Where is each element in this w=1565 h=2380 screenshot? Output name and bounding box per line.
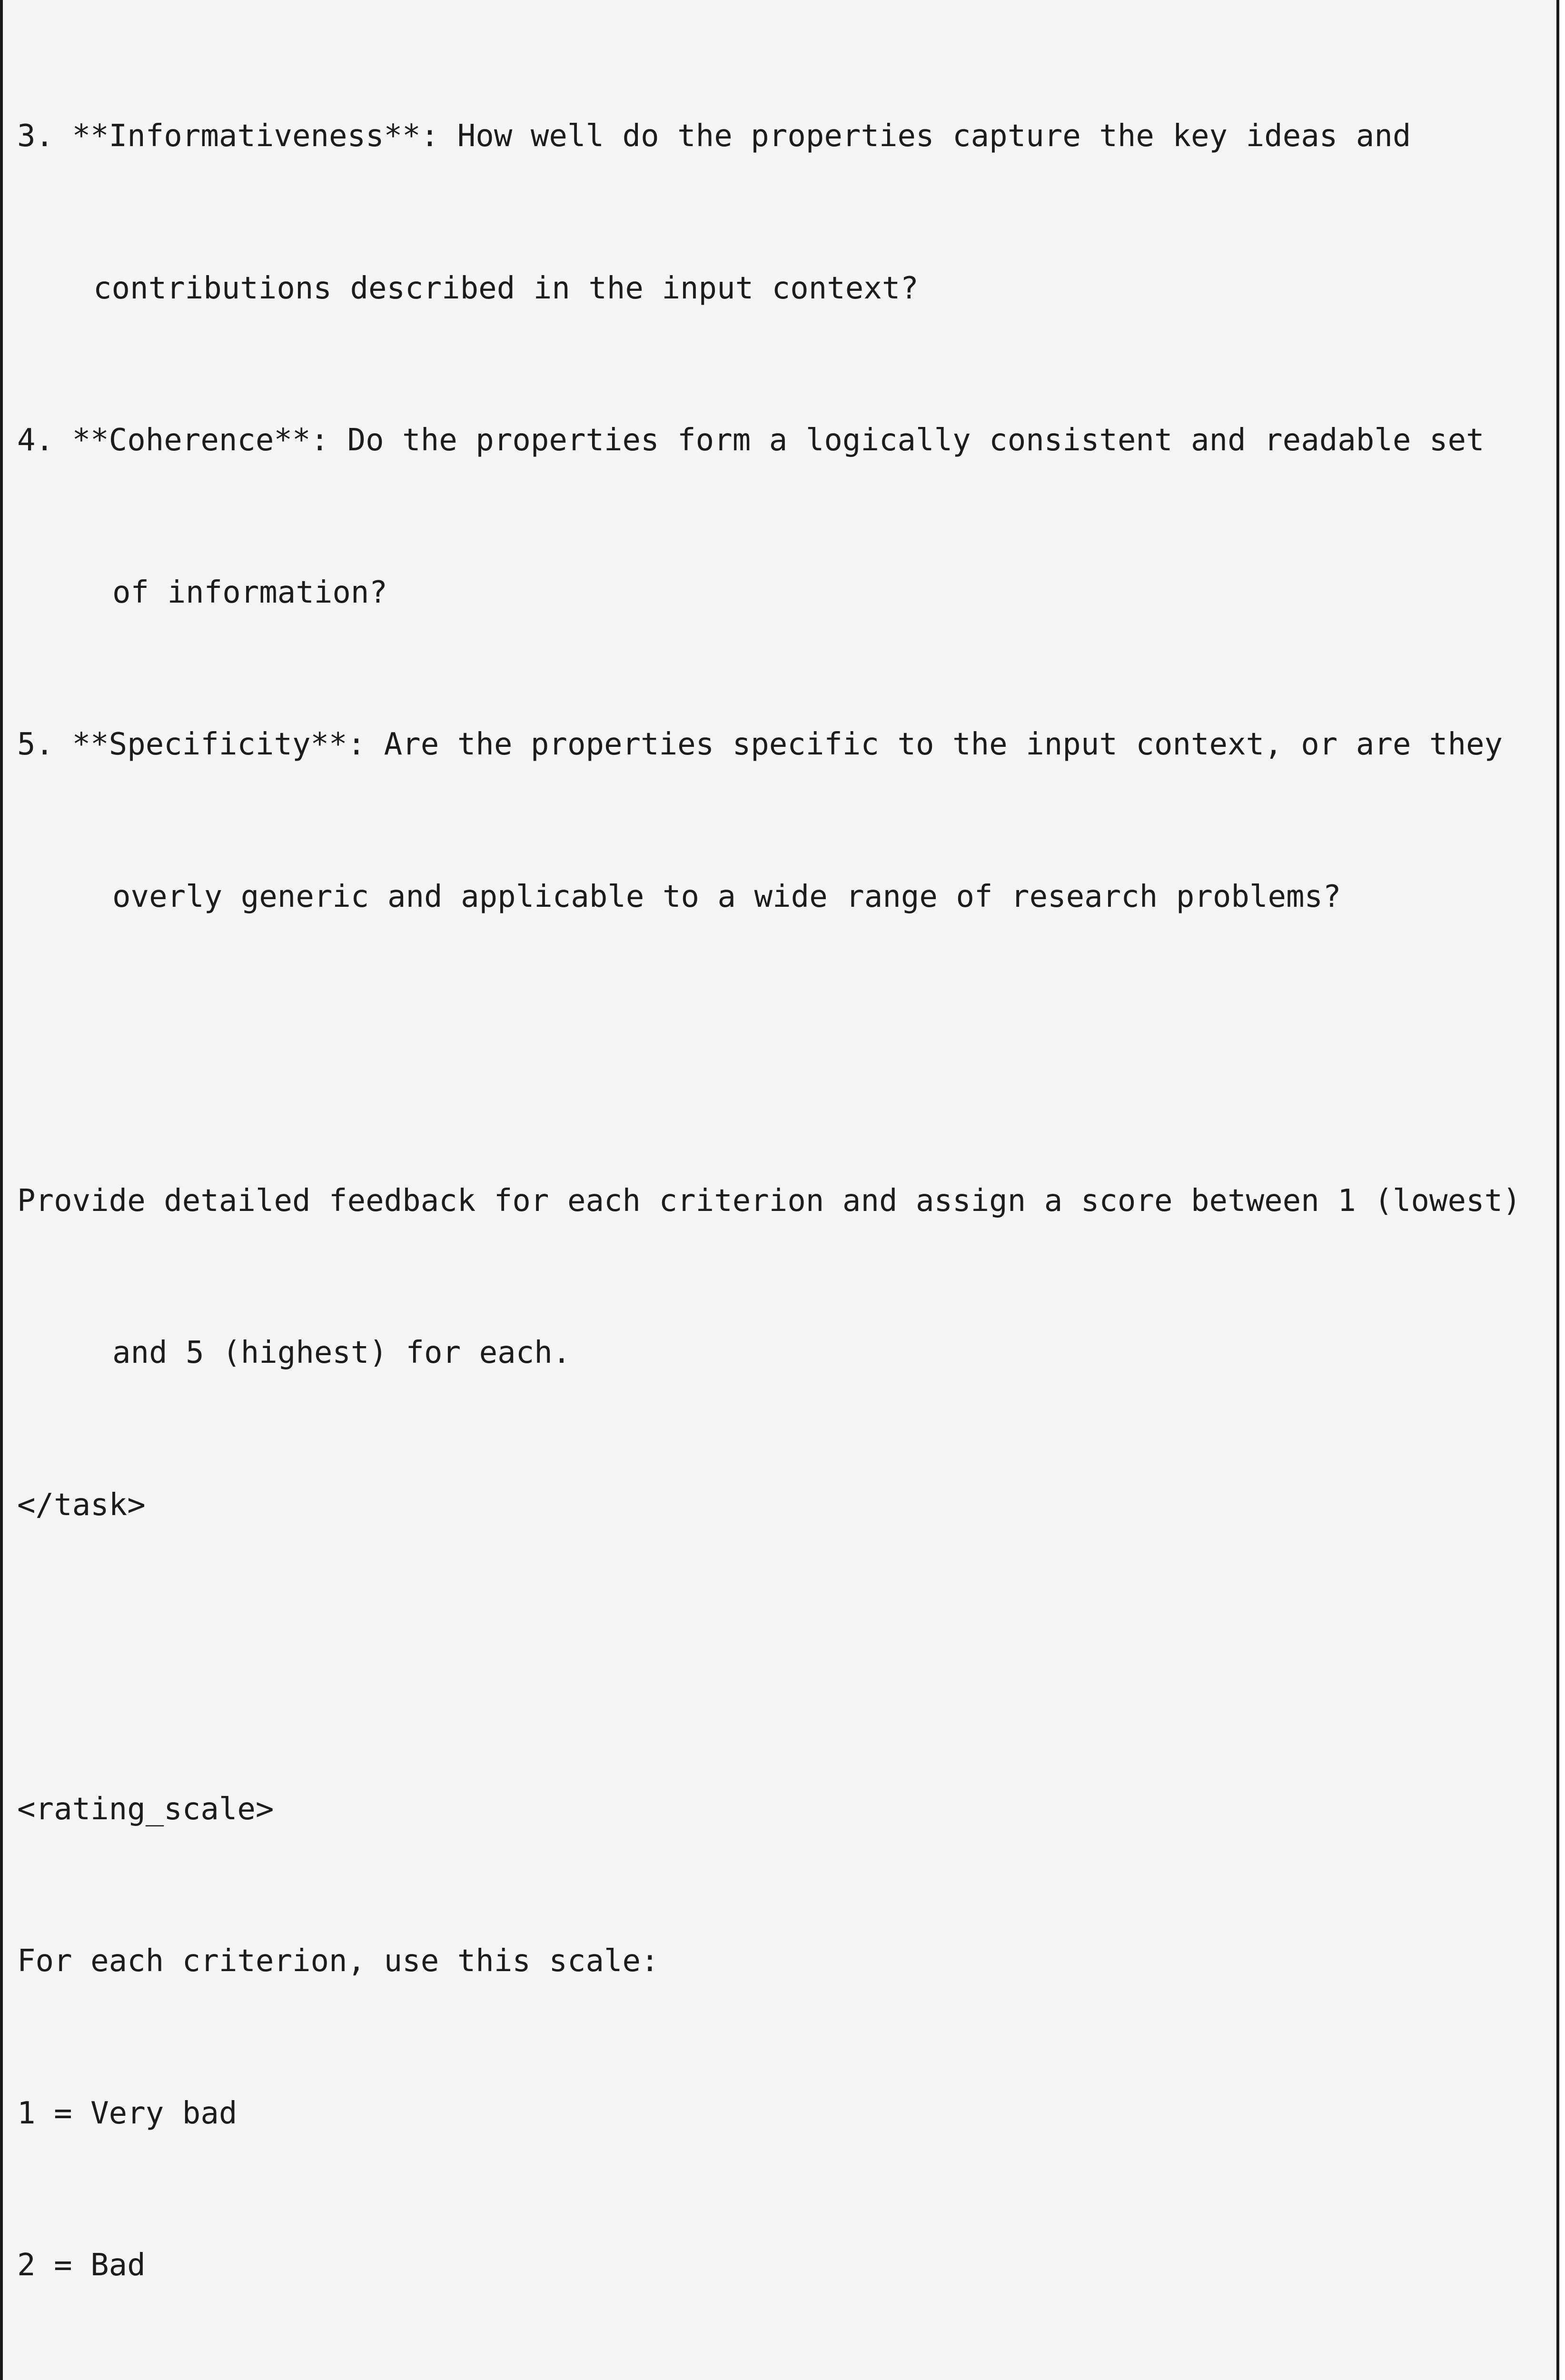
rating-scale-intro: For each criterion, use this scale:	[17, 1944, 659, 1979]
instruction-line-2: and 5 (highest) for each.	[112, 1335, 571, 1370]
rating-scale-open-tag: <rating_scale>	[17, 1791, 274, 1827]
criterion-3-line-2: contributions described in the input context?	[93, 270, 919, 306]
criterion-4-line-2: of information?	[112, 575, 387, 610]
instruction-line-1: Provide detailed feedback for each criterion and assign a score between 1 (lowest)	[17, 1183, 1521, 1219]
prompt-text	[17, 10, 1547, 2380]
criterion-5-line-2: overly generic and applicable to a wide range of research problems?	[112, 879, 1341, 914]
blank-line	[17, 1632, 1547, 1683]
scale-item: 2 = Bad	[17, 2248, 146, 2283]
criterion-3-line-1: 3. **Informativeness**: How well do the properties capture the key ideas and	[17, 119, 1411, 154]
task-close-tag: </task>	[17, 1487, 146, 1523]
scale-item: 1 = Very bad	[17, 2095, 238, 2131]
blank-line	[17, 1023, 1547, 1074]
criterion-5-line-1: 5. **Specificity**: Are the properties specific to the input context, or are they	[17, 727, 1503, 762]
criterion-4-line-1: 4. **Coherence**: Do the properties form a logically consistent and readable set	[17, 423, 1485, 458]
